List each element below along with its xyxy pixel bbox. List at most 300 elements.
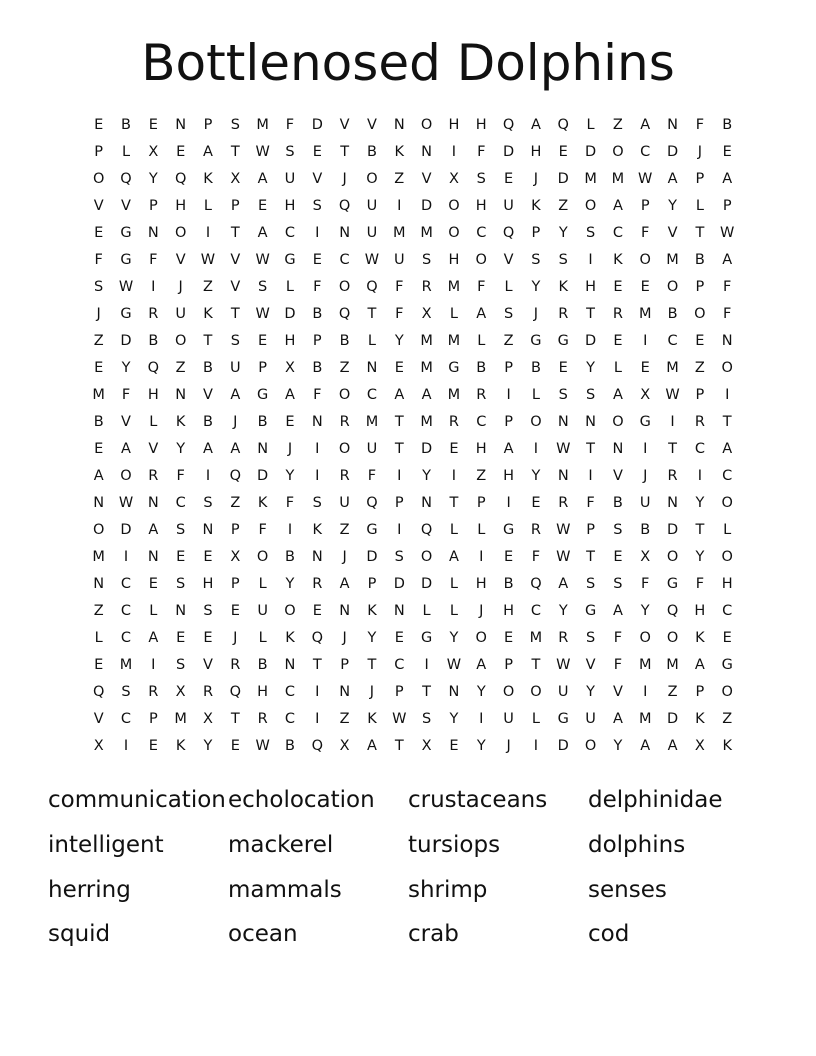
grid-letter[interactable]: T (422, 683, 432, 700)
grid-letter[interactable]: Z (667, 683, 678, 700)
grid-letter[interactable]: N (202, 521, 214, 538)
grid-letter[interactable]: E (504, 548, 514, 565)
grid-letter[interactable]: I (725, 386, 730, 403)
grid-letter[interactable]: N (284, 656, 296, 673)
grid-letter[interactable]: M (119, 656, 133, 673)
grid-letter[interactable]: A (667, 737, 678, 754)
grid-letter[interactable]: P (148, 197, 158, 214)
grid-letter[interactable]: Y (531, 467, 541, 484)
grid-letter[interactable]: I (123, 737, 129, 754)
grid-letter[interactable]: B (722, 116, 733, 133)
grid-letter[interactable]: B (312, 305, 323, 322)
grid-letter[interactable]: L (422, 602, 431, 619)
grid-letter[interactable]: F (723, 278, 732, 295)
grid-letter[interactable]: E (285, 413, 295, 430)
grid-letter[interactable]: Y (558, 602, 568, 619)
grid-letter[interactable]: E (203, 548, 213, 565)
grid-letter[interactable]: E (148, 116, 158, 133)
grid-letter[interactable]: N (393, 602, 405, 619)
grid-letter[interactable]: Z (175, 359, 186, 376)
grid-letter[interactable]: F (395, 278, 404, 295)
grid-letter[interactable]: J (697, 143, 703, 160)
grid-letter[interactable]: M (666, 359, 679, 376)
grid-letter[interactable]: F (149, 251, 158, 268)
grid-letter[interactable]: B (530, 359, 541, 376)
grid-letter[interactable]: K (558, 278, 568, 295)
grid-letter[interactable]: Q (120, 170, 132, 187)
grid-letter[interactable]: D (557, 737, 569, 754)
grid-letter[interactable]: M (420, 359, 433, 376)
grid-letter[interactable]: A (667, 170, 678, 187)
grid-letter[interactable]: N (667, 116, 678, 133)
grid-letter[interactable]: I (479, 710, 484, 727)
grid-letter[interactable]: N (175, 116, 187, 133)
grid-letter[interactable]: O (639, 629, 651, 646)
grid-letter[interactable]: I (397, 197, 402, 214)
grid-letter[interactable]: L (449, 602, 458, 619)
grid-letter[interactable]: T (394, 440, 404, 457)
grid-letter[interactable]: L (586, 116, 595, 133)
grid-letter[interactable]: Q (530, 575, 542, 592)
grid-letter[interactable]: J (643, 467, 648, 484)
grid-letter[interactable]: G (721, 656, 733, 673)
grid-letter[interactable]: Q (338, 197, 351, 214)
grid-letter[interactable]: E (504, 629, 514, 646)
grid-letter[interactable]: N (421, 494, 433, 511)
grid-letter[interactable]: V (585, 656, 596, 673)
grid-letter[interactable]: B (121, 116, 131, 133)
grid-letter[interactable]: A (257, 224, 268, 241)
grid-letter[interactable]: V (312, 170, 323, 187)
grid-letter[interactable]: C (120, 710, 132, 727)
grid-letter[interactable]: O (530, 413, 542, 430)
grid-letter[interactable]: I (205, 467, 211, 484)
grid-letter[interactable]: I (123, 548, 129, 565)
grid-letter[interactable]: C (612, 224, 623, 241)
grid-letter[interactable]: R (339, 467, 350, 484)
grid-letter[interactable]: E (722, 629, 732, 646)
grid-letter[interactable]: P (367, 575, 377, 592)
grid-letter[interactable]: Q (92, 683, 105, 700)
grid-letter[interactable]: L (121, 143, 131, 160)
grid-letter[interactable]: J (233, 629, 238, 646)
grid-letter[interactable]: D (120, 332, 132, 349)
grid-letter[interactable]: E (504, 170, 514, 187)
grid-letter[interactable]: Y (176, 440, 186, 457)
grid-letter[interactable]: W (638, 170, 653, 187)
grid-letter[interactable]: B (284, 737, 295, 754)
grid-letter[interactable]: W (556, 656, 571, 673)
grid-letter[interactable]: O (694, 305, 706, 322)
grid-letter[interactable]: O (666, 548, 679, 565)
grid-letter[interactable]: R (148, 683, 159, 700)
grid-letter[interactable]: Z (93, 602, 104, 619)
grid-letter[interactable]: R (339, 413, 350, 430)
grid-letter[interactable]: C (366, 386, 377, 403)
grid-letter[interactable]: K (722, 737, 732, 754)
grid-letter[interactable]: B (640, 521, 651, 538)
grid-letter[interactable]: T (230, 305, 240, 322)
grid-letter[interactable]: I (151, 278, 156, 295)
grid-letter[interactable]: X (421, 737, 432, 754)
grid-letter[interactable]: S (203, 602, 213, 619)
grid-letter[interactable]: Y (148, 170, 158, 187)
grid-letter[interactable]: I (451, 143, 457, 160)
grid-letter[interactable]: B (339, 332, 350, 349)
grid-letter[interactable]: Q (502, 116, 515, 133)
grid-letter[interactable]: T (531, 656, 541, 673)
grid-letter[interactable]: K (394, 143, 405, 160)
grid-letter[interactable]: L (94, 629, 103, 646)
grid-letter[interactable]: T (230, 224, 240, 241)
grid-letter[interactable]: U (257, 602, 268, 619)
grid-letter[interactable]: T (367, 305, 377, 322)
grid-letter[interactable]: U (229, 359, 241, 376)
grid-letter[interactable]: G (584, 602, 597, 619)
grid-letter[interactable]: J (233, 413, 238, 430)
grid-letter[interactable]: O (475, 251, 487, 268)
grid-letter[interactable]: S (585, 386, 596, 403)
grid-letter[interactable]: C (394, 656, 405, 673)
grid-letter[interactable]: H (475, 575, 487, 592)
grid-letter[interactable]: B (203, 359, 213, 376)
grid-letter[interactable]: F (121, 386, 131, 403)
grid-letter[interactable]: O (338, 386, 351, 403)
grid-letter[interactable]: V (612, 683, 623, 700)
grid-letter[interactable]: K (203, 305, 213, 322)
grid-letter[interactable]: J (479, 602, 484, 619)
grid-letter[interactable]: D (120, 521, 132, 538)
grid-letter[interactable]: E (449, 737, 459, 754)
grid-letter[interactable]: Y (586, 683, 595, 700)
grid-letter[interactable]: T (394, 737, 404, 754)
grid-letter[interactable]: E (176, 548, 186, 565)
grid-letter[interactable]: Q (311, 629, 323, 646)
grid-letter[interactable]: O (721, 548, 733, 565)
grid-letter[interactable]: C (694, 440, 705, 457)
grid-letter[interactable]: Q (366, 278, 378, 295)
grid-letter[interactable]: T (695, 224, 705, 241)
grid-letter[interactable]: H (448, 251, 460, 268)
grid-letter[interactable]: Y (695, 548, 705, 565)
grid-letter[interactable]: A (476, 656, 487, 673)
grid-letter[interactable]: O (584, 737, 597, 754)
grid-letter[interactable]: D (584, 332, 597, 349)
grid-letter[interactable]: M (638, 305, 652, 322)
grid-letter[interactable]: P (258, 359, 267, 376)
grid-letter[interactable]: F (395, 305, 404, 322)
grid-letter[interactable]: C (667, 332, 678, 349)
grid-letter[interactable]: M (611, 170, 625, 187)
grid-letter[interactable]: W (200, 251, 216, 268)
grid-letter[interactable]: H (284, 332, 296, 349)
grid-letter[interactable]: O (530, 683, 542, 700)
grid-letter[interactable]: O (366, 170, 378, 187)
grid-letter[interactable]: C (120, 602, 132, 619)
grid-letter[interactable]: R (558, 629, 569, 646)
grid-letter[interactable]: P (695, 278, 705, 295)
grid-letter[interactable]: T (586, 305, 595, 322)
grid-letter[interactable]: B (148, 332, 159, 349)
grid-letter[interactable]: M (447, 386, 461, 403)
grid-letter[interactable]: F (695, 116, 705, 133)
grid-letter[interactable]: K (175, 413, 186, 430)
grid-letter[interactable]: S (558, 386, 568, 403)
grid-letter[interactable]: V (175, 251, 186, 268)
grid-letter[interactable]: P (340, 656, 349, 673)
grid-letter[interactable]: F (531, 548, 541, 565)
grid-letter[interactable]: A (476, 305, 487, 322)
grid-letter[interactable]: C (476, 224, 487, 241)
grid-letter[interactable]: Z (694, 359, 705, 376)
grid-letter[interactable]: N (585, 413, 596, 430)
grid-letter[interactable]: U (175, 305, 186, 322)
grid-letter[interactable]: D (557, 170, 569, 187)
grid-letter[interactable]: Q (147, 359, 160, 376)
grid-letter[interactable]: V (612, 467, 623, 484)
grid-letter[interactable]: O (721, 494, 733, 511)
grid-letter[interactable]: Y (285, 575, 295, 592)
grid-letter[interactable]: R (694, 413, 705, 430)
grid-letter[interactable]: V (230, 251, 241, 268)
grid-letter[interactable]: H (721, 575, 733, 592)
grid-letter[interactable]: A (93, 467, 104, 484)
grid-letter[interactable]: T (230, 710, 240, 727)
grid-letter[interactable]: N (93, 494, 105, 511)
grid-letter[interactable]: I (205, 224, 211, 241)
grid-letter[interactable]: F (477, 143, 486, 160)
grid-letter[interactable]: J (533, 170, 539, 187)
grid-letter[interactable]: C (722, 602, 733, 619)
grid-letter[interactable]: U (557, 683, 569, 700)
grid-letter[interactable]: J (96, 305, 101, 322)
grid-letter[interactable]: L (613, 359, 622, 376)
grid-letter[interactable]: K (367, 710, 377, 727)
grid-letter[interactable]: B (284, 548, 295, 565)
grid-letter[interactable]: R (612, 305, 623, 322)
grid-letter[interactable]: O (174, 332, 187, 349)
grid-letter[interactable]: D (257, 467, 269, 484)
grid-letter[interactable]: B (667, 305, 678, 322)
grid-letter[interactable]: M (638, 710, 652, 727)
grid-letter[interactable]: T (340, 143, 350, 160)
grid-letter[interactable]: C (175, 494, 186, 511)
grid-letter[interactable]: E (94, 224, 104, 241)
grid-letter[interactable]: Q (502, 224, 515, 241)
grid-letter[interactable]: W (556, 440, 571, 457)
grid-letter[interactable]: F (285, 116, 295, 133)
grid-letter[interactable]: N (366, 359, 378, 376)
grid-letter[interactable]: I (397, 521, 402, 538)
grid-letter[interactable]: S (176, 575, 186, 592)
grid-letter[interactable]: E (176, 143, 186, 160)
grid-letter[interactable]: D (666, 143, 679, 160)
grid-letter[interactable]: X (148, 143, 159, 160)
grid-letter[interactable]: P (476, 494, 486, 511)
grid-letter[interactable]: H (475, 197, 487, 214)
grid-letter[interactable]: D (366, 548, 378, 565)
grid-letter[interactable]: L (531, 386, 540, 403)
grid-letter[interactable]: O (92, 170, 105, 187)
grid-letter[interactable]: Y (531, 278, 541, 295)
grid-letter[interactable]: N (393, 116, 405, 133)
grid-letter[interactable]: E (230, 737, 240, 754)
grid-letter[interactable]: I (643, 683, 648, 700)
grid-letter[interactable]: K (175, 737, 186, 754)
grid-letter[interactable]: E (203, 629, 213, 646)
grid-letter[interactable]: O (612, 143, 624, 160)
grid-letter[interactable]: J (178, 278, 183, 295)
grid-letter[interactable]: G (257, 386, 269, 403)
grid-letter[interactable]: D (666, 710, 679, 727)
grid-letter[interactable]: A (339, 575, 350, 592)
grid-letter[interactable]: P (203, 116, 213, 133)
grid-letter[interactable]: I (397, 467, 402, 484)
grid-letter[interactable]: H (530, 143, 542, 160)
grid-letter[interactable]: U (503, 710, 514, 727)
grid-letter[interactable]: L (285, 278, 294, 295)
grid-letter[interactable]: N (311, 548, 323, 565)
grid-letter[interactable]: O (174, 224, 187, 241)
grid-letter[interactable]: R (448, 413, 459, 430)
grid-letter[interactable]: M (92, 386, 105, 403)
grid-letter[interactable]: A (148, 629, 159, 646)
grid-letter[interactable]: K (257, 494, 268, 511)
grid-letter[interactable]: S (230, 332, 240, 349)
grid-letter[interactable]: M (420, 224, 433, 241)
grid-letter[interactable]: R (530, 521, 541, 538)
grid-letter[interactable]: A (612, 602, 623, 619)
grid-letter[interactable]: T (394, 413, 404, 430)
grid-letter[interactable]: A (448, 548, 459, 565)
grid-letter[interactable]: Q (311, 737, 323, 754)
grid-letter[interactable]: Z (476, 467, 487, 484)
grid-letter[interactable]: O (448, 197, 460, 214)
grid-letter[interactable]: E (258, 197, 268, 214)
grid-letter[interactable]: K (613, 251, 623, 268)
grid-letter[interactable]: I (643, 440, 648, 457)
grid-letter[interactable]: D (284, 305, 296, 322)
grid-letter[interactable]: P (504, 656, 513, 673)
grid-letter[interactable]: Y (203, 737, 213, 754)
grid-letter[interactable]: S (585, 224, 596, 241)
grid-letter[interactable]: X (284, 359, 295, 376)
grid-letter[interactable]: X (203, 710, 213, 727)
grid-letter[interactable]: U (366, 197, 378, 214)
grid-letter[interactable]: N (93, 575, 105, 592)
grid-letter[interactable]: M (447, 332, 461, 349)
grid-letter[interactable]: S (312, 494, 322, 511)
grid-letter[interactable]: E (613, 548, 623, 565)
grid-letter[interactable]: N (175, 386, 187, 403)
grid-letter[interactable]: B (503, 575, 514, 592)
grid-letter[interactable]: C (476, 413, 487, 430)
grid-letter[interactable]: G (120, 305, 132, 322)
grid-letter[interactable]: V (503, 251, 514, 268)
grid-letter[interactable]: S (285, 143, 295, 160)
grid-letter[interactable]: D (503, 143, 515, 160)
grid-letter[interactable]: R (312, 575, 323, 592)
grid-letter[interactable]: C (120, 575, 132, 592)
grid-letter[interactable]: F (313, 386, 322, 403)
grid-letter[interactable]: B (366, 143, 377, 160)
grid-letter[interactable]: W (720, 224, 735, 241)
grid-letter[interactable]: C (530, 602, 541, 619)
grid-letter[interactable]: W (556, 548, 571, 565)
grid-letter[interactable]: E (558, 143, 568, 160)
grid-letter[interactable]: R (476, 386, 487, 403)
grid-letter[interactable]: F (586, 494, 595, 511)
grid-letter[interactable]: S (258, 278, 268, 295)
grid-letter[interactable]: G (120, 224, 132, 241)
grid-letter[interactable]: L (531, 710, 540, 727)
grid-letter[interactable]: L (258, 629, 267, 646)
grid-letter[interactable]: H (503, 602, 515, 619)
grid-letter[interactable]: L (449, 575, 458, 592)
grid-letter[interactable]: P (94, 143, 104, 160)
grid-letter[interactable]: H (175, 197, 187, 214)
grid-letter[interactable]: M (256, 116, 269, 133)
grid-letter[interactable]: L (477, 521, 486, 538)
grid-letter[interactable]: S (613, 521, 623, 538)
grid-letter[interactable]: F (258, 521, 267, 538)
grid-letter[interactable]: P (148, 710, 158, 727)
grid-letter[interactable]: V (366, 116, 377, 133)
grid-letter[interactable]: M (666, 251, 679, 268)
grid-letter[interactable]: W (665, 386, 680, 403)
grid-letter[interactable]: M (174, 710, 187, 727)
grid-letter[interactable]: T (722, 413, 732, 430)
grid-letter[interactable]: F (285, 494, 295, 511)
grid-letter[interactable]: I (643, 332, 648, 349)
grid-letter[interactable]: N (339, 602, 351, 619)
grid-letter[interactable]: F (613, 656, 623, 673)
grid-letter[interactable]: H (475, 116, 487, 133)
grid-letter[interactable]: P (504, 359, 513, 376)
grid-letter[interactable]: U (585, 710, 596, 727)
grid-letter[interactable]: S (94, 278, 104, 295)
grid-letter[interactable]: A (694, 656, 705, 673)
grid-letter[interactable]: E (449, 440, 459, 457)
grid-letter[interactable]: V (339, 116, 350, 133)
grid-letter[interactable]: Y (422, 467, 432, 484)
grid-letter[interactable]: O (338, 278, 351, 295)
grid-letter[interactable]: G (557, 332, 569, 349)
grid-letter[interactable]: C (339, 251, 350, 268)
grid-letter[interactable]: A (421, 386, 432, 403)
grid-letter[interactable]: N (147, 494, 159, 511)
grid-letter[interactable]: E (312, 143, 322, 160)
grid-letter[interactable]: P (230, 575, 240, 592)
grid-letter[interactable]: S (503, 305, 514, 322)
grid-letter[interactable]: N (257, 440, 269, 457)
grid-letter[interactable]: A (558, 575, 569, 592)
grid-letter[interactable]: I (697, 467, 703, 484)
grid-letter[interactable]: C (722, 467, 733, 484)
grid-letter[interactable]: W (255, 305, 270, 322)
grid-letter[interactable]: A (612, 386, 623, 403)
grid-letter[interactable]: V (203, 386, 213, 403)
grid-letter[interactable]: J (287, 440, 293, 457)
grid-letter[interactable]: E (94, 116, 104, 133)
grid-letter[interactable]: T (312, 656, 322, 673)
grid-letter[interactable]: C (284, 710, 296, 727)
grid-letter[interactable]: I (506, 494, 511, 511)
grid-letter[interactable]: G (639, 413, 651, 430)
grid-letter[interactable]: S (203, 494, 213, 511)
grid-letter[interactable]: Y (476, 737, 486, 754)
grid-letter[interactable]: O (502, 683, 515, 700)
